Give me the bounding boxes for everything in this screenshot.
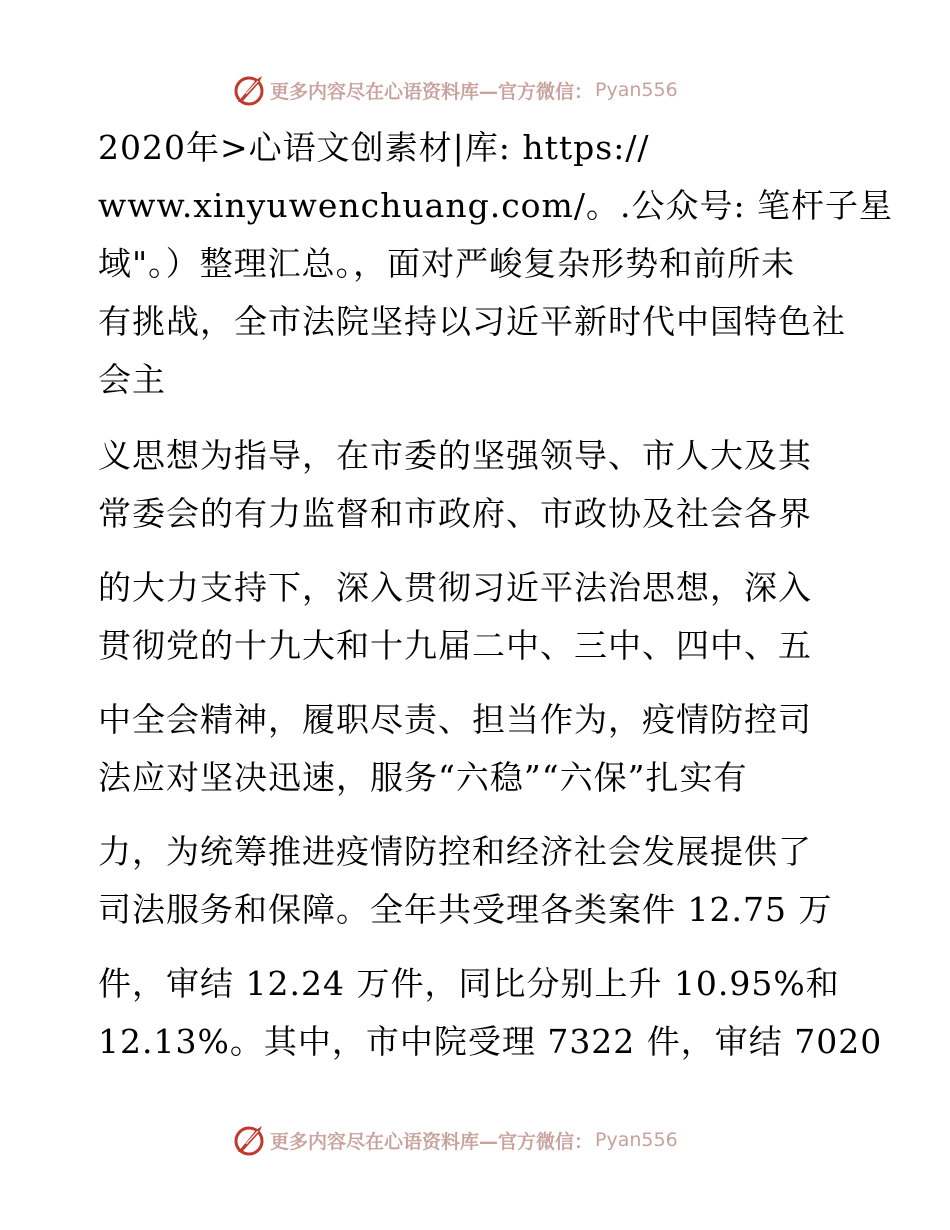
header-watermark — [232, 70, 712, 110]
footer-watermark — [232, 1120, 712, 1160]
watermark-wechat-id: Pyan556 — [595, 1129, 678, 1151]
text-line: 2020年>心语文创素材|库: https:// — [98, 128, 650, 167]
text-line: 会主 — [98, 360, 166, 399]
feather-pen-circle-icon — [232, 1122, 268, 1158]
watermark-text: 更多内容尽在心语资料库—官方微信： — [270, 1130, 594, 1153]
feather-pen-circle-icon — [232, 72, 268, 108]
text-line: 义思想为指导，在市委的坚强领导、市人大及其 — [98, 436, 812, 475]
watermark-wechat-id: Pyan556 — [595, 79, 678, 101]
text-line: 法应对坚决迅速，服务“六稳”“六保”扎实有 — [98, 758, 748, 797]
text-line: 域"。）整理汇总。，面对严峻复杂形势和前所未 — [98, 244, 796, 283]
text-line: 常委会的有力监督和市政府、市政协及社会各界 — [98, 494, 812, 533]
text-line: 件，审结 12.24 万件，同比分别上升 10.95%和 — [98, 964, 840, 1003]
text-line: 力，为统筹推进疫情防控和经济社会发展提供了 — [98, 832, 812, 871]
text-line: 司法服务和保障。全年共受理各类案件 12.75 万 — [98, 890, 833, 929]
text-line: www.xinyuwenchuang.com/。.公众号: 笔杆子星 — [98, 186, 894, 225]
text-line: 的大力支持下，深入贯彻习近平法治思想，深入 — [98, 568, 812, 607]
text-line: 有挑战，全市法院坚持以习近平新时代中国特色社 — [98, 302, 846, 341]
watermark-text: 更多内容尽在心语资料库—官方微信： — [270, 80, 594, 103]
text-line: 贯彻党的十九大和十九届二中、三中、四中、五 — [98, 626, 812, 665]
text-line: 中全会精神，履职尽责、担当作为，疫情防控司 — [98, 700, 812, 739]
text-line: 12.13%。其中，市中院受理 7322 件，审结 7020 — [98, 1022, 883, 1061]
